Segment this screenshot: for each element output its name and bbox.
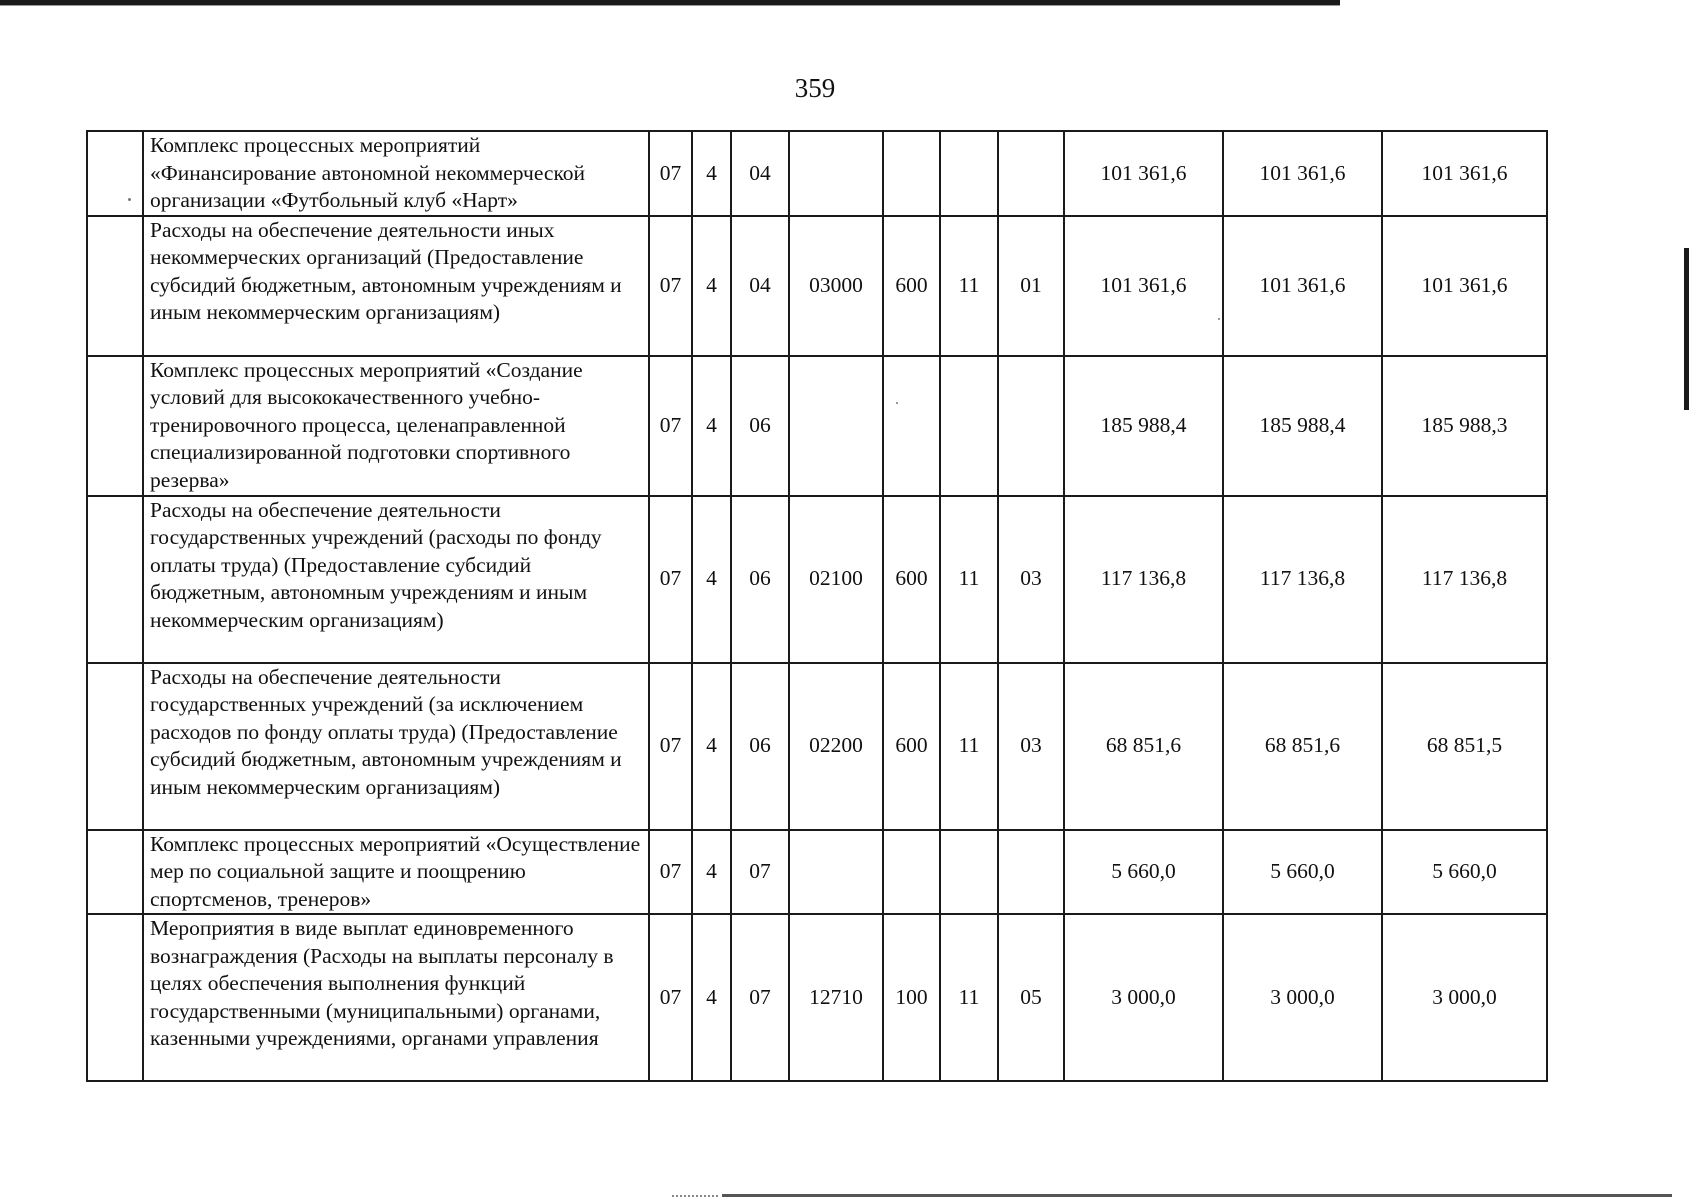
amount-year2-cell: 101 361,6 [1223,131,1382,216]
row-number-cell [87,663,143,830]
scan-right-edge-mark [1684,248,1689,410]
expense-type-cell [883,830,940,915]
subprogram-code-cell: 07 [731,830,789,915]
program-code-cell: 4 [692,496,731,663]
section-cell [940,131,998,216]
amount-year2-cell: 101 361,6 [1223,216,1382,356]
expense-type-cell: 100 [883,914,940,1081]
amount-year1-cell: 101 361,6 [1064,131,1223,216]
target-article-cell: 02100 [789,496,883,663]
target-article-cell: 02200 [789,663,883,830]
subsection-cell: 01 [998,216,1064,356]
description-cell: Расходы на обеспечение деятельности иных некоммерческих организаций (Предоставление субсидий бюджетным, автономным учреждениям и иным некоммерческим организациям) [143,216,649,356]
table-row [87,496,1547,663]
scan-bottom-rule [722,1194,1672,1197]
amount-year1-cell: 68 851,6 [1064,663,1223,830]
section-code-cell: 07 [649,496,692,663]
amount-year1-cell: 5 660,0 [1064,830,1223,915]
subsection-cell: 05 [998,914,1064,1081]
amount-year3-cell: 101 361,6 [1382,131,1547,216]
amount-year1-cell: 185 988,4 [1064,356,1223,496]
amount-year3-cell: 68 851,5 [1382,663,1547,830]
row-number-cell [87,496,143,663]
section-code-cell: 07 [649,914,692,1081]
subsection-cell [998,131,1064,216]
amount-year2-cell: 185 988,4 [1223,356,1382,496]
subprogram-code-cell: 06 [731,663,789,830]
program-code-cell: 4 [692,131,731,216]
scan-bottom-dots [672,1195,718,1197]
section-cell [940,830,998,915]
section-cell: 11 [940,496,998,663]
amount-year3-cell: 101 361,6 [1382,216,1547,356]
target-article-cell [789,356,883,496]
row-number-cell [87,131,143,216]
amount-year2-cell: 68 851,6 [1223,663,1382,830]
program-code-cell: 4 [692,830,731,915]
program-code-cell: 4 [692,914,731,1081]
section-cell: 11 [940,216,998,356]
section-code-cell: 07 [649,830,692,915]
table-row [87,131,1547,216]
amount-year1-cell: 117 136,8 [1064,496,1223,663]
subsection-cell [998,830,1064,915]
section-code-cell: 07 [649,131,692,216]
section-code-cell: 07 [649,216,692,356]
budget-table [86,130,1548,1082]
description-cell: Расходы на обеспечение деятельности государственных учреждений (за исключением расходов по фонду оплаты труда) (Предоставление субсидий бюджетным, автономным учреждениям и иным некоммерческим организациям) [143,663,649,830]
amount-year3-cell: 117 136,8 [1382,496,1547,663]
expense-type-cell: 600 [883,663,940,830]
row-number-cell [87,216,143,356]
amount-year1-cell: 3 000,0 [1064,914,1223,1081]
program-code-cell: 4 [692,356,731,496]
description-cell: Расходы на обеспечение деятельности государственных учреждений (расходы по фонду оплаты труда) (Предоставление субсидий бюджетным, автономным учреждениям и иным некоммерческим организациям) [143,496,649,663]
amount-year2-cell: 3 000,0 [1223,914,1382,1081]
row-number-cell [87,914,143,1081]
program-code-cell: 4 [692,216,731,356]
table-row [87,914,1547,1081]
subsection-cell [998,356,1064,496]
expense-type-cell [883,356,940,496]
section-cell [940,356,998,496]
amount-year3-cell: 5 660,0 [1382,830,1547,915]
expense-type-cell: 600 [883,496,940,663]
row-number-cell [87,356,143,496]
table-row [87,216,1547,356]
amount-year1-cell: 101 361,6 [1064,216,1223,356]
description-cell: Комплекс процессных мероприятий «Осуществление мер по социальной защите и поощрению спортсменов, тренеров» [143,830,649,915]
section-cell: 11 [940,663,998,830]
description-cell: Мероприятия в виде выплат единовременного вознаграждения (Расходы на выплаты персоналу в целях обеспечения выполнения функций государственными (муниципальными) органами, казенными учреждениями, органами управления [143,914,649,1081]
subprogram-code-cell: 06 [731,496,789,663]
scan-top-rule-thin [0,5,1340,6]
subprogram-code-cell: 07 [731,914,789,1081]
table-row [87,356,1547,496]
page-number: 359 [794,73,836,103]
section-code-cell: 07 [649,356,692,496]
expense-type-cell [883,131,940,216]
subsection-cell: 03 [998,496,1064,663]
target-article-cell [789,830,883,915]
target-article-cell: 03000 [789,216,883,356]
description-cell: Комплекс процессных мероприятий «Финансирование автономной некоммерческой организации «Футбольный клуб «Нарт» [143,131,649,216]
target-article-cell: 12710 [789,914,883,1081]
table-row [87,663,1547,830]
subsection-cell: 03 [998,663,1064,830]
subprogram-code-cell: 04 [731,131,789,216]
subprogram-code-cell: 06 [731,356,789,496]
amount-year2-cell: 117 136,8 [1223,496,1382,663]
amount-year2-cell: 5 660,0 [1223,830,1382,915]
section-code-cell: 07 [649,663,692,830]
program-code-cell: 4 [692,663,731,830]
description-cell: Комплекс процессных мероприятий «Создание условий для высококачественного учебно-тренировочного процесса, целенаправленной специализированной подготовки спортивного резерва» [143,356,649,496]
target-article-cell [789,131,883,216]
table-row [87,830,1547,915]
amount-year3-cell: 3 000,0 [1382,914,1547,1081]
expense-type-cell: 600 [883,216,940,356]
subprogram-code-cell: 04 [731,216,789,356]
row-number-cell [87,830,143,915]
section-cell: 11 [940,914,998,1081]
amount-year3-cell: 185 988,3 [1382,356,1547,496]
